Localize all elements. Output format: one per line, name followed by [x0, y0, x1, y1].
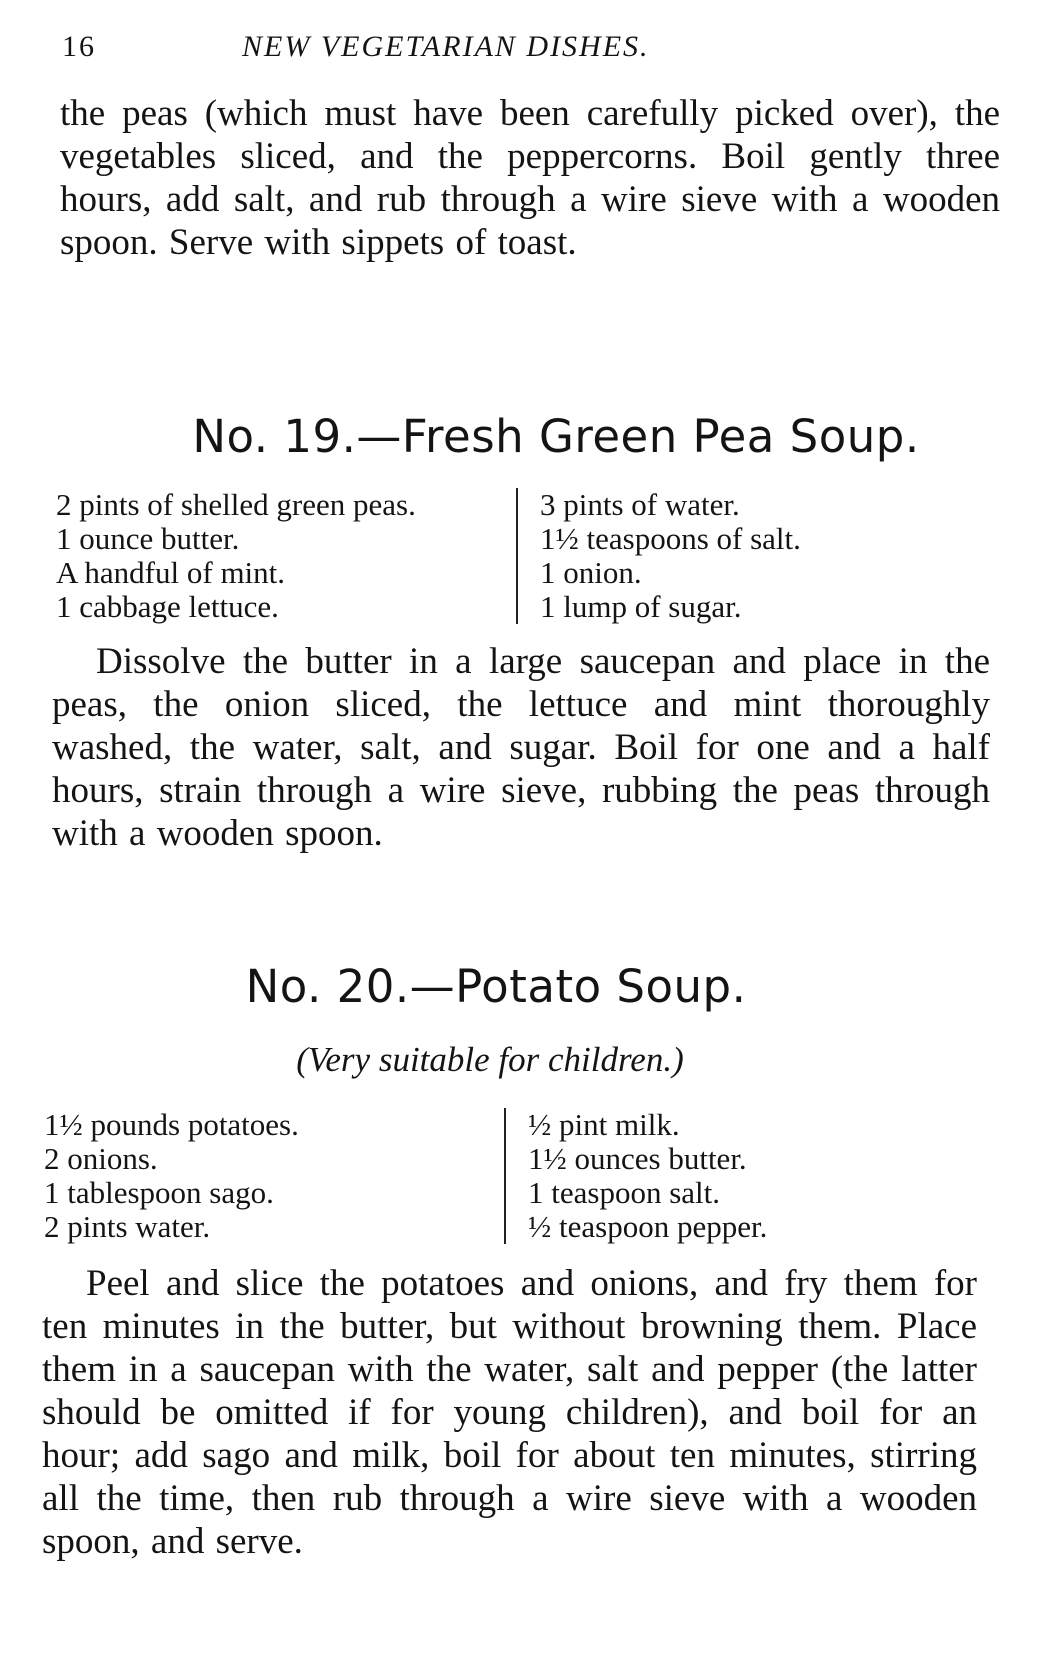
ingredient-item: 2 onions. — [44, 1141, 158, 1176]
book-title: NEW VEGETARIAN DISHES. — [242, 30, 650, 63]
running-head — [62, 30, 822, 74]
ingredient-list-left — [44, 1108, 504, 1244]
intro-paragraph: the peas (which must have been carefully picked over), the vegetables sliced, and the peppercorns. Boil gently three hours, add salt, and rub through a wire sieve with a wooden spoon. Serve with sippets of toast. — [60, 93, 1000, 263]
ingredient-item: 3 pints of water. — [540, 487, 740, 522]
recipe-19-method: Dissolve the butter in a large saucepan and place in the peas, the onion sliced, the lettuce and mint thoroughly washed, the water, salt, and sugar. Boil for one and a half hours, strain through a wire sieve, rubbing the peas through with a wooden spoon. — [52, 641, 990, 854]
ingredient-item: A handful of mint. — [56, 555, 286, 590]
recipe-20-title: No. 20.—Potato Soup. — [245, 960, 747, 1013]
ingredient-item: 1 ounce butter. — [56, 521, 240, 556]
recipe-19-ingredients — [56, 488, 801, 624]
recipe-20-subtitle: (Very suitable for children.) — [296, 1040, 684, 1079]
recipe-20-method: Peel and slice the potatoes and onions, and fry them for ten minutes in the butter, but without browning them. Place them in a saucepan with the water, salt and pepper (the latter should be omitted if for young children), and boil for an hour; add sago and milk, boil for about ten minutes, stirring all the time, then rub through a wire sieve with a wooden spoon, and serve. — [42, 1263, 977, 1562]
ingredient-item: 1½ ounces butter. — [528, 1141, 747, 1176]
ingredient-item: 1 tablespoon sago. — [44, 1175, 274, 1210]
ingredient-list-left — [56, 488, 516, 624]
ingredient-item: 1 onion. — [540, 555, 642, 590]
ingredient-item: 1½ teaspoons of salt. — [540, 521, 801, 556]
ingredient-list-right — [516, 488, 801, 624]
ingredient-item: 2 pints water. — [44, 1209, 211, 1244]
ingredient-item: ½ pint milk. — [528, 1107, 680, 1142]
recipe-19-title: No. 19.—Fresh Green Pea Soup. — [192, 410, 920, 463]
ingredient-item: 1 lump of sugar. — [540, 589, 742, 624]
ingredient-item: 1 teaspoon salt. — [528, 1175, 720, 1210]
ingredient-item: 2 pints of shelled green peas. — [56, 487, 416, 522]
recipe-20-ingredients — [44, 1108, 767, 1244]
ingredient-item: 1 cabbage lettuce. — [56, 589, 279, 624]
page-number: 16 — [62, 30, 96, 63]
ingredient-item: 1½ pounds potatoes. — [44, 1107, 299, 1142]
ingredient-list-right — [504, 1108, 767, 1244]
ingredient-item: ½ teaspoon pepper. — [528, 1209, 768, 1244]
